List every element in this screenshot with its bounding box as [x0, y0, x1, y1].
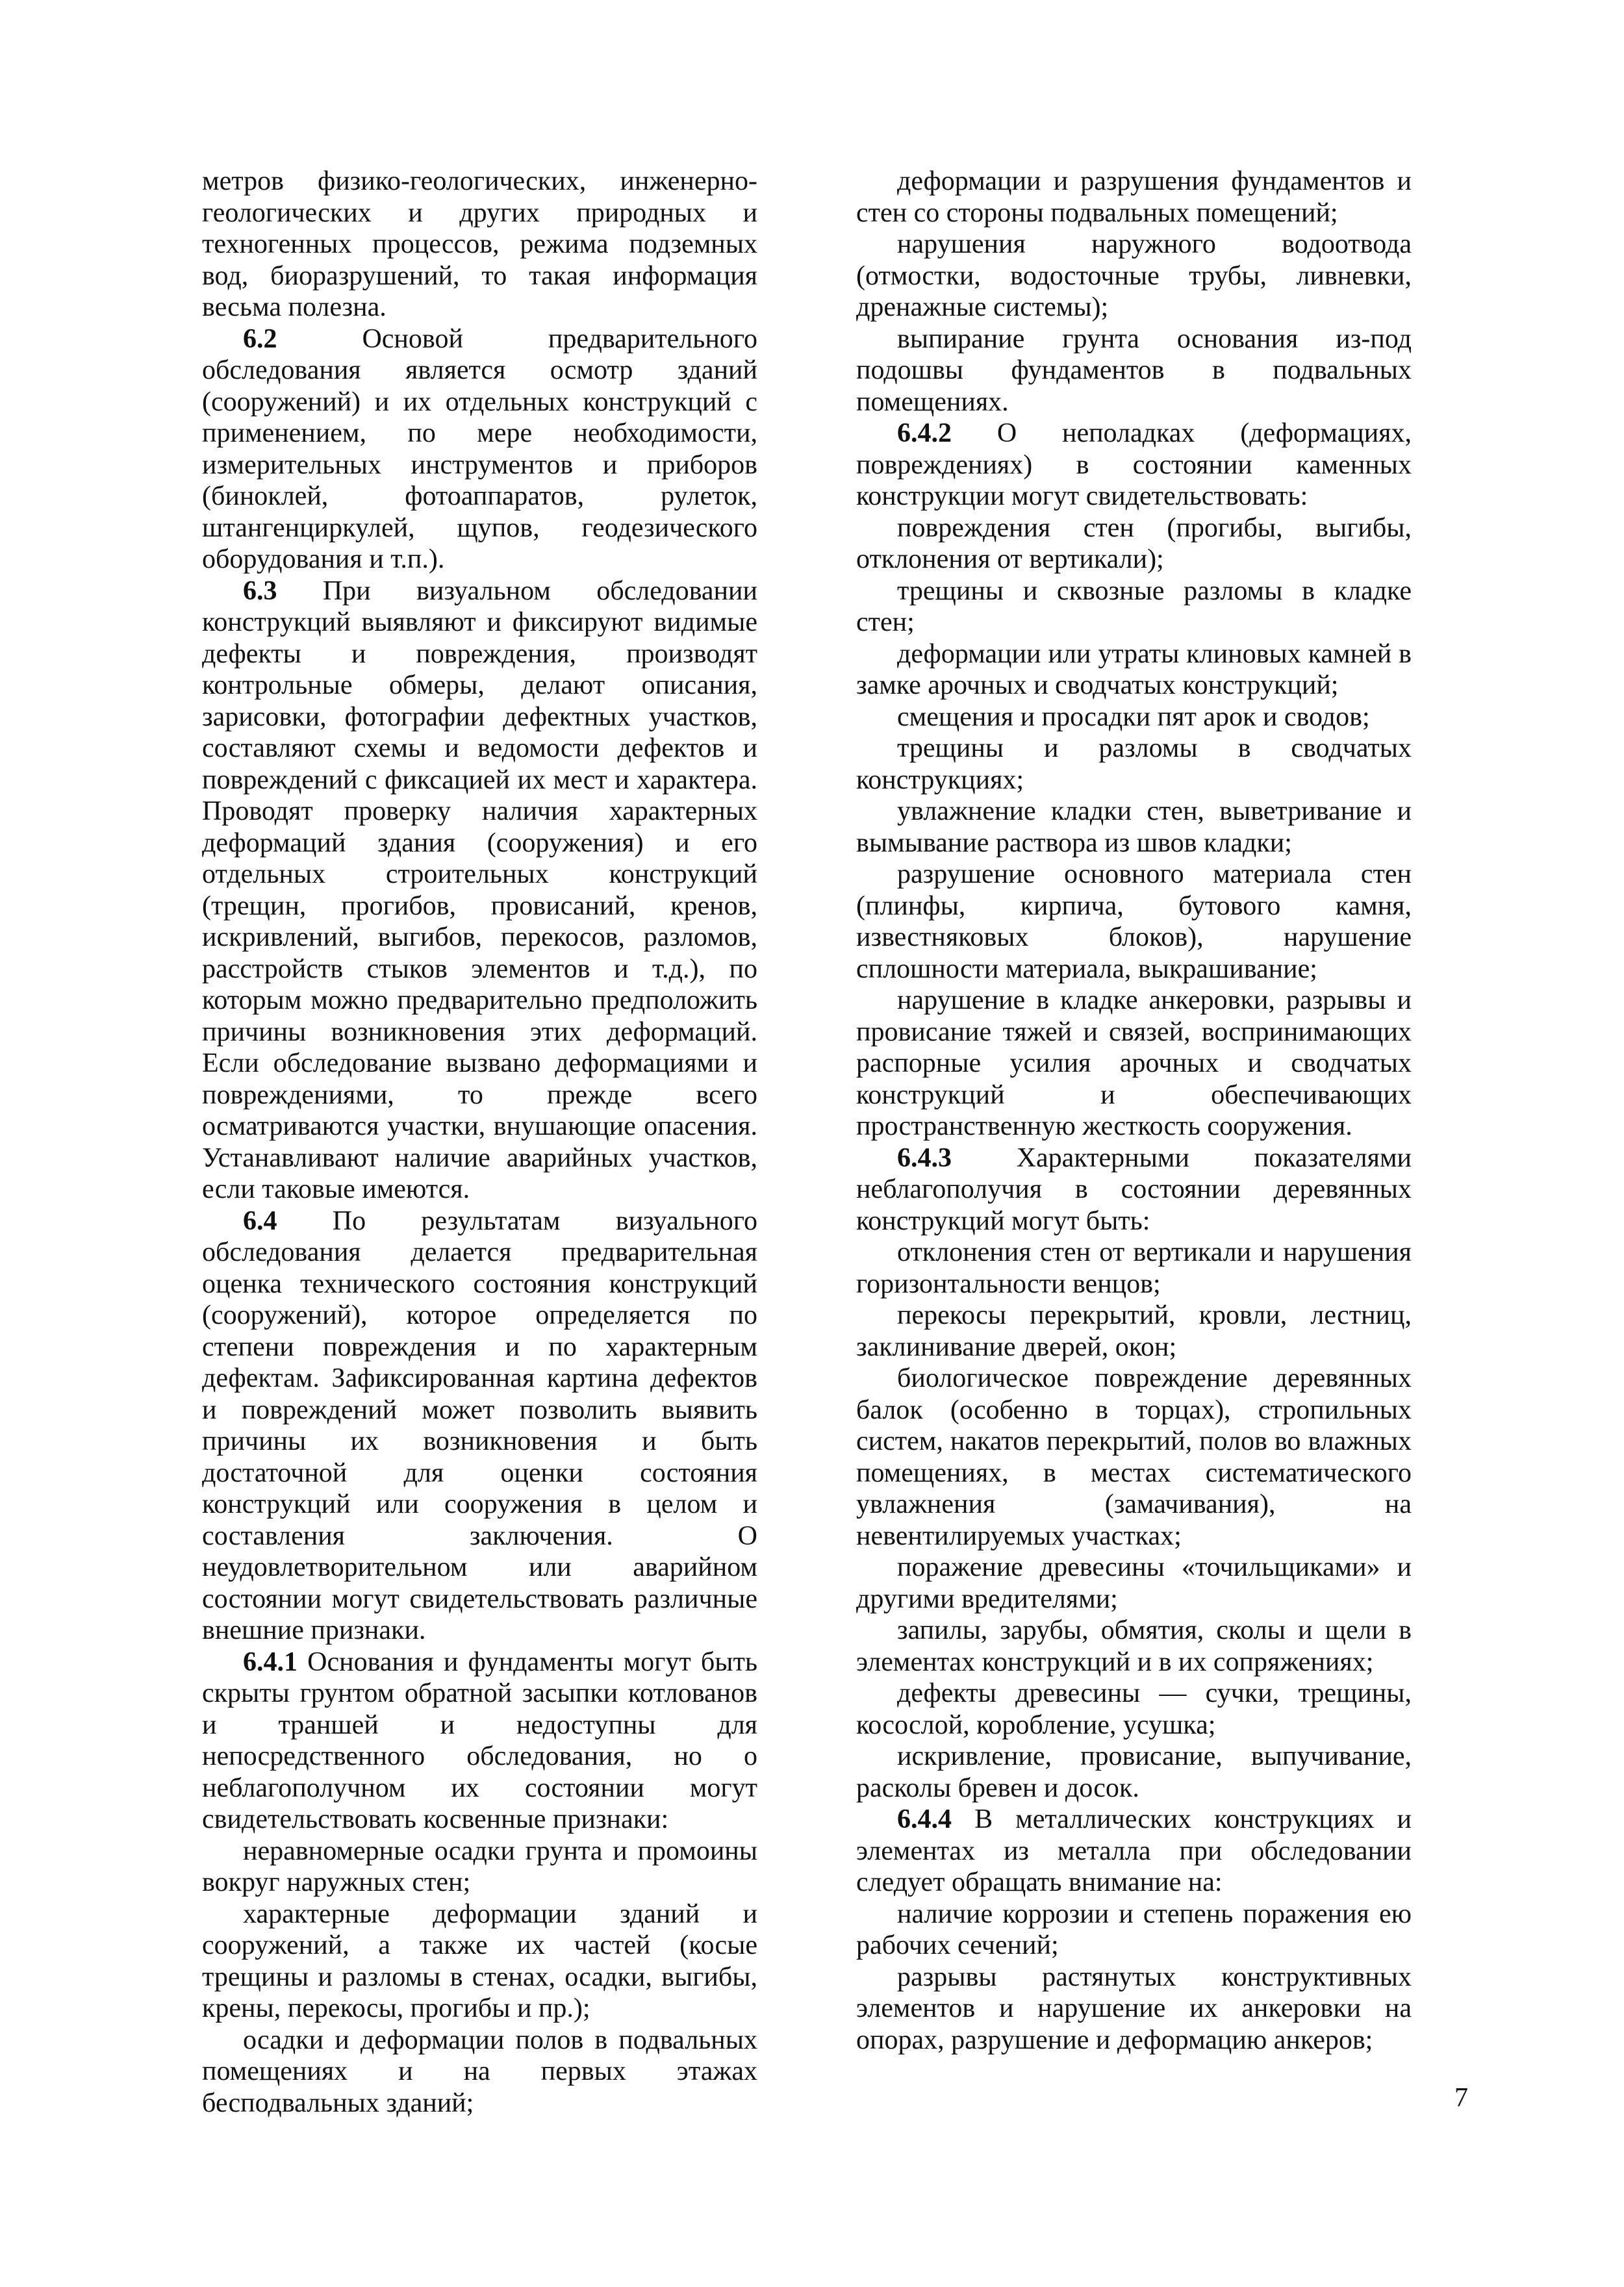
paragraph: [856, 1804, 1412, 1899]
paragraph-text: отклонения стен от вертикали и нарушения горизонтальности венцов;: [856, 1237, 1412, 1299]
paragraph: [856, 796, 1412, 859]
paragraph: [856, 166, 1412, 229]
paragraph: [202, 1899, 757, 2025]
paragraph-text: осадки и деформации полов в подвальных помещениях и на первых этажах бесподвальных зданий;: [202, 2025, 757, 2118]
paragraph-text: нарушение в кладке анкеровки, разрывы и провисание тяжей и связей, воспринимающих распорные усилия арочных и сводчатых конструкций и обеспечивающих пространственную жесткость сооружения.: [856, 985, 1412, 1141]
paragraph-text: нарушения наружного водоотвода (отмостки, водосточные трубы, ливневки, дренажные системы);: [856, 229, 1412, 322]
paragraph: [202, 1836, 757, 1899]
paragraph-text: биологическое повреждение деревянных балок (особенно в торцах), стропильных систем, накатов перекрытий, полов во влажных помещениях, в местах систематического увлажнения (замачивания), на невентилируемых участках;: [856, 1363, 1412, 1551]
paragraph: [856, 1237, 1412, 1300]
paragraph-text: трещины и разломы в сводчатых конструкциях;: [856, 733, 1412, 795]
right-column: [856, 166, 1412, 2056]
paragraph: [202, 1206, 757, 1647]
paragraph: [856, 733, 1412, 796]
paragraph: [856, 512, 1412, 575]
paragraph: [856, 1363, 1412, 1552]
paragraph: [856, 1143, 1412, 1237]
section-number: 6.4.3: [897, 1143, 952, 1173]
paragraph-text: поражение древесины «точильщиками» и другими вредителями;: [856, 1552, 1412, 1614]
paragraph-text: выпирание грунта основания из-под подошвы фундаментов в подвальных помещениях.: [856, 323, 1412, 417]
section-number: 6.4.2: [897, 418, 952, 448]
paragraph: [202, 1647, 757, 1836]
section-number: 6.4.1: [243, 1647, 298, 1677]
paragraph-text: смещения и просадки пят арок и сводов;: [897, 701, 1370, 732]
paragraph: [856, 859, 1412, 985]
paragraph: [202, 166, 757, 323]
paragraph-text: искривление, провисание, выпучивание, расколы бревен и досок.: [856, 1741, 1412, 1803]
paragraph-text: наличие коррозии и степень поражения ею рабочих сечений;: [856, 1899, 1412, 1960]
paragraph: [202, 575, 757, 1206]
paragraph: [856, 418, 1412, 512]
paragraph: [856, 1300, 1412, 1363]
paragraph: [856, 985, 1412, 1143]
left-column: [202, 166, 757, 2119]
page-number: 7: [1454, 2083, 1468, 2113]
paragraph: [856, 638, 1412, 701]
paragraph: [856, 1899, 1412, 1962]
paragraph: [202, 323, 757, 575]
paragraph-text: деформации и разрушения фундаментов и стен со стороны подвальных помещений;: [856, 166, 1412, 228]
paragraph: [856, 1615, 1412, 1678]
paragraph-text: Основания и фундаменты могут быть скрыты грунтом обратной засыпки котлованов и траншей и недоступны для непосредственного обследования, но о неблагополучном их состоянии могут свидетельствовать косвенные признаки:: [202, 1647, 757, 1834]
paragraph-text: Характерными показателями неблагополучия в состоянии деревянных конструкций могут быть:: [856, 1143, 1412, 1236]
paragraph-text: трещины и сквозные разломы в кладке стен;: [856, 575, 1412, 637]
paragraph-text: В металлических конструкциях и элементах из металла при обследовании следует обращать внимание на:: [856, 1804, 1412, 1897]
paragraph: [856, 323, 1412, 418]
section-number: 6.3: [243, 575, 277, 606]
paragraph: [856, 575, 1412, 638]
paragraph: [856, 1678, 1412, 1741]
paragraph-text: разрывы растянутых конструктивных элементов и нарушение их анкеровки на опорах, разрушение и деформацию анкеров;: [856, 1962, 1412, 2055]
paragraph-text: повреждения стен (прогибы, выгибы, отклонения от вертикали);: [856, 512, 1412, 574]
paragraph-text: характерные деформации зданий и сооружений, а также их частей (косые трещины и разломы в стенах, осадки, выгибы, крены, перекосы, прогибы и пр.);: [202, 1899, 757, 2023]
paragraph-text: О неполадках (деформациях, повреждениях) в состоянии каменных конструкции могут свидетельствовать:: [856, 418, 1412, 511]
paragraph: [202, 2025, 757, 2119]
paragraph: [856, 1741, 1412, 1804]
paragraph-text: увлажнение кладки стен, выветривание и вымывание раствора из швов кладки;: [856, 796, 1412, 858]
paragraph: [856, 701, 1412, 733]
paragraph-text: перекосы перекрытий, кровли, лестниц, заклинивание дверей, окон;: [856, 1300, 1412, 1362]
section-number: 6.4.4: [897, 1804, 952, 1834]
paragraph-text: запилы, зарубы, обмятия, сколы и щели в элементах конструкций и в их сопряжениях;: [856, 1615, 1412, 1677]
paragraph: [856, 229, 1412, 323]
paragraph-text: деформации или утраты клиновых камней в замке арочных и сводчатых конструкций;: [856, 638, 1412, 700]
paragraph-text: Основой предварительного обследования является осмотр зданий (сооружений) и их отдельных конструкций с применением, по мере необходимости, измерительных инструментов и приборов (биноклей, фотоаппаратов, рулеток, штангенциркулей, щупов, геодезического оборудования и т.п.).: [202, 323, 757, 574]
paragraph-text: разрушение основного материала стен (плинфы, кирпича, бутового камня, известняковых блоков), нарушение сплошности материала, выкрашивание;: [856, 859, 1412, 984]
paragraph: [856, 1552, 1412, 1615]
paragraph: [856, 1962, 1412, 2056]
paragraph-text: метров физико-геологических, инженерно-геологических и других природных и техногенных процессов, режима подземных вод, биоразрушений, то такая информация весьма полезна.: [202, 166, 757, 322]
paragraph-text: При визуальном обследовании конструкций выявляют и фиксируют видимые дефекты и повреждения, производят контрольные обмеры, делают описания, зарисовки, фотографии дефектных участков, составляют схемы и ведомости дефектов и повреждений с фиксацией их мест и характера. Проводят проверку наличия характерных деформаций здания (сооружения) и его отдельных строительных конструкций (трещин, прогибов, провисаний, кренов, искривлений, выгибов, перекосов, разломов, расстройств стыков элементов и т.д.), по которым можно предварительно предположить причины возникновения этих деформаций. Если обследование вызвано деформациями и повреждениями, то прежде всего осматриваются участки, внушающие опасения. Устанавливают наличие аварийных участков, если таковые имеются.: [202, 575, 757, 1204]
paragraph-text: неравномерные осадки грунта и промоины вокруг наружных стен;: [202, 1836, 757, 1897]
paragraph-text: По результатам визуального обследования делается предварительная оценка технического состояния конструкций (сооружений), которое определяется по степени повреждения и по характерным дефектам. Зафиксированная картина дефектов и повреждений может позволить выявить причины их возникновения и быть достаточной для оценки состояния конструкций или сооружения в целом и составления заключения. О неудовлетворительном или аварийном состоянии могут свидетельствовать различные внешние признаки.: [202, 1206, 757, 1645]
section-number: 6.2: [243, 323, 277, 354]
section-number: 6.4: [243, 1206, 277, 1236]
paragraph-text: дефекты древесины — сучки, трещины, косослой, коробление, усушка;: [856, 1678, 1412, 1740]
